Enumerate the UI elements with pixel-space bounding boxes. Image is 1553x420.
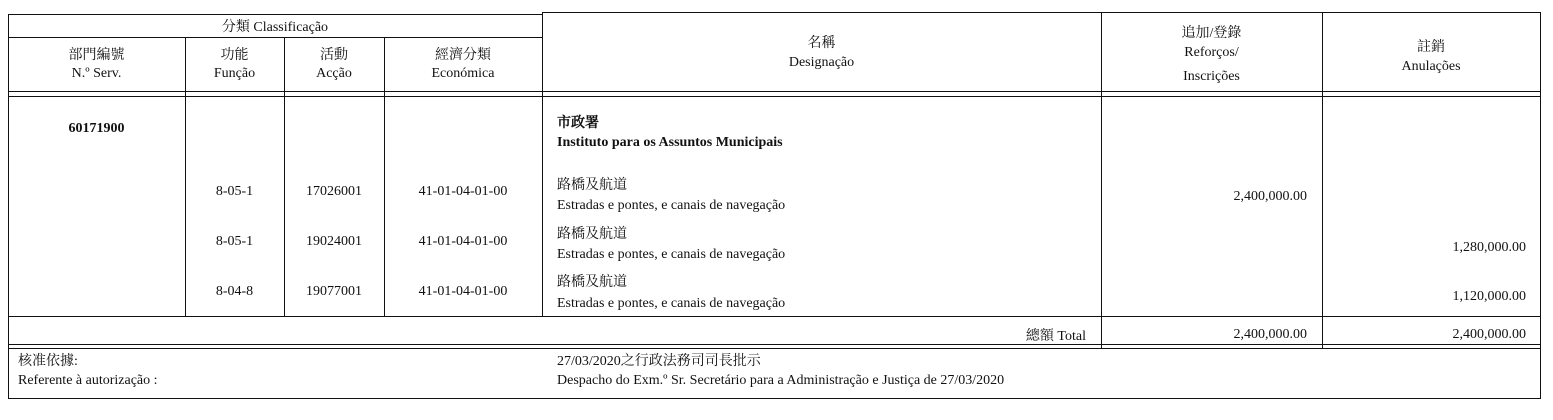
rule bbox=[8, 348, 1541, 349]
row-accao: 19024001 bbox=[306, 234, 362, 249]
rule bbox=[1101, 12, 1102, 348]
row-economica: 41-01-04-01-00 bbox=[418, 284, 508, 299]
row-economica: 41-01-04-01-00 bbox=[418, 184, 508, 199]
rule bbox=[1540, 12, 1541, 398]
row-funcao: 8-05-1 bbox=[215, 184, 254, 199]
row-anulacao: 1,280,000.00 bbox=[1452, 240, 1526, 255]
entity-name-pt: Instituto para os Assuntos Municipais bbox=[557, 135, 783, 150]
rule bbox=[8, 14, 542, 15]
row-economica: 41-01-04-01-00 bbox=[418, 234, 508, 249]
row-designacao-zh: 路橋及航道 bbox=[557, 227, 627, 242]
header-serv-pt: N.º Serv. bbox=[71, 66, 122, 81]
row-anulacao: 1,120,000.00 bbox=[1452, 289, 1526, 304]
rule bbox=[8, 91, 1541, 92]
total-reforco: 2,400,000.00 bbox=[1233, 327, 1307, 342]
total-anulacao: 2,400,000.00 bbox=[1452, 327, 1526, 342]
row-funcao: 8-05-1 bbox=[215, 234, 254, 249]
header-reforcos-pt1: Reforços/ bbox=[1184, 45, 1239, 60]
row-designacao-zh: 路橋及航道 bbox=[557, 275, 627, 290]
header-economica-pt: Económica bbox=[431, 66, 495, 81]
row-designacao-pt: Estradas e pontes, e canais de navegação bbox=[557, 198, 786, 213]
row-accao: 19077001 bbox=[306, 284, 362, 299]
header-funcao-zh: 功能 bbox=[220, 48, 249, 63]
header-accao-pt: Acção bbox=[316, 66, 352, 81]
header-anulacoes-zh: 註銷 bbox=[1417, 40, 1445, 55]
header-reforcos-pt2: Inscrições bbox=[1183, 69, 1240, 84]
header-serv-zh: 部門編號 bbox=[68, 48, 125, 63]
header-designacao-zh: 名稱 bbox=[807, 36, 836, 51]
rule bbox=[542, 12, 1541, 13]
entity-name-zh: 市政署 bbox=[557, 116, 599, 131]
total-label: 總額 Total bbox=[1025, 329, 1086, 344]
header-reforcos-zh: 追加/登錄 bbox=[1181, 26, 1242, 41]
rule bbox=[8, 96, 1541, 97]
classification-header: 分類 Classificação bbox=[221, 20, 329, 35]
header-accao-zh: 活動 bbox=[320, 48, 348, 63]
header-designacao-pt: Designação bbox=[788, 55, 855, 70]
row-designacao-pt: Estradas e pontes, e canais de navegação bbox=[557, 296, 786, 311]
row-reforco: 2,400,000.00 bbox=[1233, 189, 1307, 204]
rule bbox=[8, 398, 1541, 399]
header-economica-zh: 經濟分類 bbox=[435, 48, 491, 63]
row-designacao-pt: Estradas e pontes, e canais de navegação bbox=[557, 247, 786, 262]
rule bbox=[8, 316, 1541, 317]
rule bbox=[8, 37, 542, 38]
authorization-label-pt: Referente à autorização : bbox=[18, 373, 158, 388]
row-accao: 17026001 bbox=[306, 184, 362, 199]
header-anulacoes-pt: Anulações bbox=[1401, 59, 1461, 74]
row-designacao-zh: 路橋及航道 bbox=[557, 178, 627, 193]
row-funcao: 8-04-8 bbox=[215, 284, 254, 299]
authorization-text-pt: Despacho do Exm.º Sr. Secretário para a Administração e Justiça de 27/03/2020 bbox=[557, 373, 1005, 388]
service-number: 60171900 bbox=[68, 121, 125, 136]
authorization-text-zh: 27/03/2020之行政法務司司長批示 bbox=[557, 354, 761, 369]
header-funcao-pt: Função bbox=[213, 66, 256, 81]
authorization-label-zh: 核准依據: bbox=[18, 354, 78, 369]
